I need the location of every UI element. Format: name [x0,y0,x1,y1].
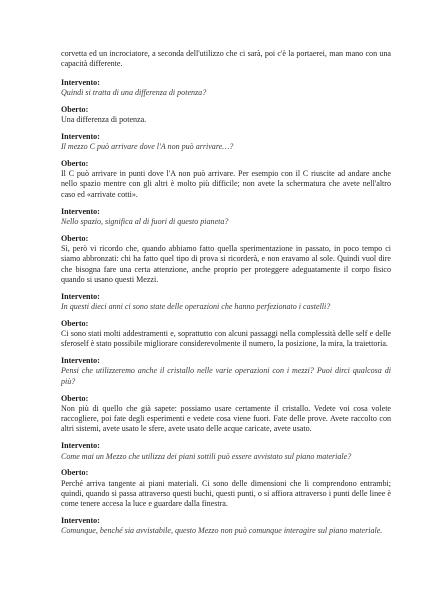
question-text: Come mai un Mezzo che utilizza dei piani sottili può essere avvistato sul piano materiale? [61,451,352,461]
exchange-block [61,207,391,228]
exchange-block [61,132,391,153]
exchange-block [61,441,391,462]
speaker-label: Oberto: [61,468,89,478]
question-text: Comunque, benché sia avvistabile, questo Mezzo non può comunque interagire sul piano materiale. [61,526,383,536]
exchange-block [61,78,391,99]
speaker-label: Intervento: [61,441,100,451]
answer-text: Il C può arrivare in punti dove l'A non può arrivare. Per esempio con il C riuscite ad andare anche nello spazio mentre con gli altri è molto più difficile; non avete la schermatura che avete nell'altro caso ed «arrivate cotti». [61,169,391,199]
answer-text: Sì, però vi ricordo che, quando abbiamo fatto quella sperimentazione in passato, in poco tempo ci siamo abbronzati: chi ha fatto quel tipo di prova si ricorderà, e non eravamo al sole. Quindi vuol dire che bisogna fare una certa attenzione, anche proprio per proteggere adeguatamente il corpo fisico quando si usano questi Mezzi. [61,243,391,284]
answer-text: Non più di quello che già sapete: possiamo usare certamente il cristallo. Vedete voi cosa volete raccogliere, poi fate degli esperimenti e vedete cosa viene fuori. Fate delle prove. Avete raccolto con altri sistemi, avete usato le sfere, avete usato delle acque caricate, avete usato. [61,403,391,434]
exchange-block [61,394,391,435]
exchange-block [61,468,391,509]
speaker-label: Intervento: [61,515,100,525]
speaker-label: Intervento: [61,356,100,366]
answer-text: Ci sono stati molti addestramenti e, soprattutto con alcuni passaggi nella complessità delle self e delle sferoself è stato possibile migliorare considerevolmente il numero, la posizione, la mira, la traiettoria. [61,329,391,349]
exchange-block [61,234,391,285]
speaker-label: Intervento: [61,131,100,141]
answer-text: Una differenza di potenza. [61,114,147,124]
question-text: Pensi che utilizzeremo anche il cristallo nelle varie operazioni con i mezzi? Puoi dirci qualcosa di più? [61,366,391,386]
question-text: In questi dieci anni ci sono state delle operazioni che hanno perfezionato i castelli? [61,301,331,311]
speaker-label: Oberto: [61,393,89,403]
speaker-label: Oberto: [61,104,89,114]
speaker-label: Intervento: [61,291,100,301]
question-text: Il mezzo C può arrivare dove l'A non può arrivare…? [61,142,234,152]
question-text: Nello spazio, significa al di fuori di questo pianeta? [61,216,229,226]
speaker-label: Intervento: [61,206,100,216]
speaker-label: Oberto: [61,158,89,168]
exchange-block [61,516,391,537]
question-text: Quindi si tratta di una differenza di potenza? [61,87,207,97]
speaker-label: Intervento: [61,77,100,87]
exchange-block [61,159,391,200]
intro-paragraph: corvetta ed un incrociatore, a seconda dell'utilizzo che ci sarà, poi c'è la portaerei, man mano con una capacità differente. [61,49,391,69]
speaker-label: Oberto: [61,318,89,328]
exchange-block [61,319,391,350]
answer-text: Perché arriva tangente ai piani materiali. Ci sono delle dimensioni che li comprendono entrambi; quindi, quando si passa attraverso questi buchi, questi punti, o si affiora attraverso i punti delle linee è come tenere accesa la luce e guardare dalla finestra. [61,478,391,509]
speaker-label: Oberto: [61,233,89,243]
exchange-block [61,292,391,313]
exchange-block [61,356,391,387]
exchange-block [61,105,391,126]
